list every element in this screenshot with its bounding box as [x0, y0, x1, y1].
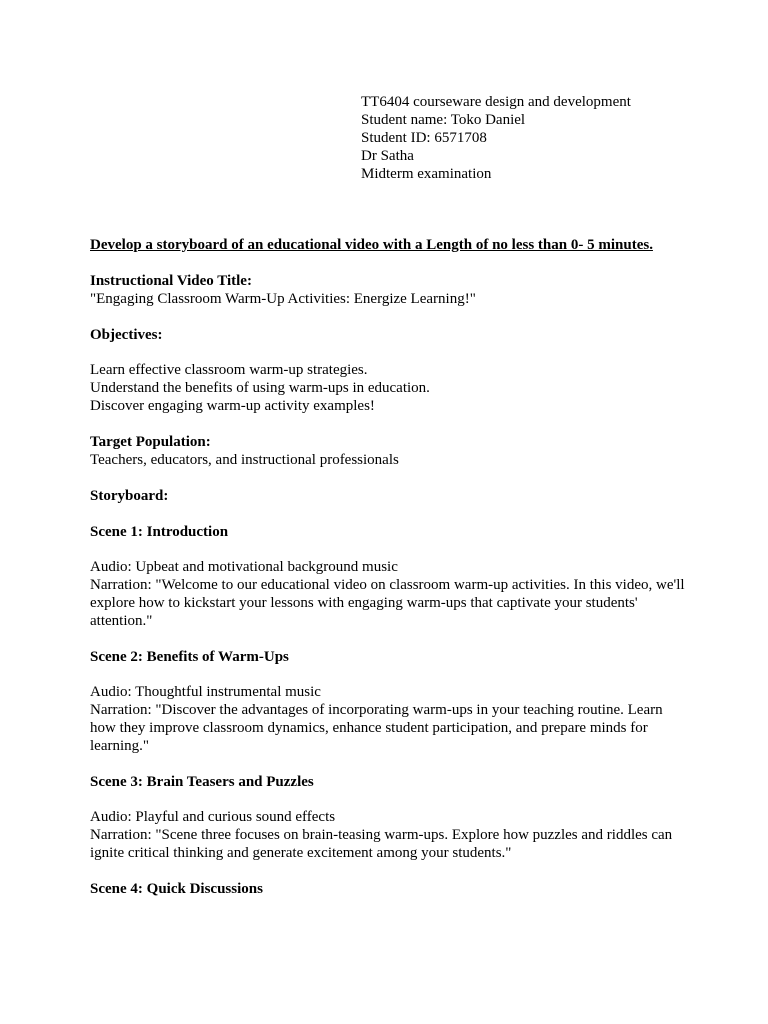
- target-population-value: Teachers, educators, and instructional professionals: [90, 452, 399, 468]
- objectives-label: Objectives:: [90, 327, 163, 343]
- scene-4: [90, 880, 690, 898]
- objective-item: Discover engaging warm-up activity examples!: [90, 398, 375, 414]
- scene-title: Scene 2: Benefits of Warm-Ups: [90, 649, 289, 665]
- scene-audio: Audio: Thoughtful instrumental music: [90, 684, 321, 700]
- scene-audio: Audio: Upbeat and motivational background music: [90, 559, 398, 575]
- objectives-section: [90, 326, 690, 415]
- course-line: TT6404 courseware design and development: [361, 94, 631, 110]
- video-title-value: "Engaging Classroom Warm-Up Activities: Energize Learning!": [90, 291, 476, 307]
- student-id-line: Student ID: 6571708: [361, 130, 487, 146]
- video-title-label: Instructional Video Title:: [90, 273, 252, 289]
- scene-2: [90, 648, 690, 755]
- target-population-label: Target Population:: [90, 434, 211, 450]
- instructor-line: Dr Satha: [361, 148, 414, 164]
- objective-item: Learn effective classroom warm-up strategies.: [90, 362, 368, 378]
- objective-item: Understand the benefits of using warm-ups in education.: [90, 380, 430, 396]
- task-heading: Develop a storyboard of an educational video with a Length of no less than 0- 5 minutes.: [90, 237, 653, 253]
- scene-title: Scene 1: Introduction: [90, 524, 229, 540]
- scene-narration: Narration: "Discover the advantages of incorporating warm-ups in your teaching routine. Learn how they improve classroom dynamics, enhance student participation, and prepare minds for learning.": [90, 702, 663, 754]
- document-body: [90, 236, 690, 898]
- target-population-section: [90, 433, 690, 469]
- scene-1: [90, 523, 690, 630]
- scene-audio: Audio: Playful and curious sound effects: [90, 809, 336, 825]
- scene-3: [90, 773, 690, 862]
- student-name-line: Student name: Toko Daniel: [361, 112, 526, 128]
- scene-narration: Narration: "Welcome to our educational video on classroom warm-up activities. In this video, we'll explore how to kickstart your lessons with engaging warm-ups that captivate your students' attention.": [90, 577, 685, 629]
- scene-title: Scene 3: Brain Teasers and Puzzles: [90, 774, 314, 790]
- video-title-section: [90, 272, 690, 308]
- storyboard-label: Storyboard:: [90, 488, 169, 504]
- scene-title: Scene 4: Quick Discussions: [90, 881, 263, 897]
- exam-line: Midterm examination: [361, 166, 492, 182]
- header-block: [361, 93, 631, 183]
- scene-narration: Narration: "Scene three focuses on brain-teasing warm-ups. Explore how puzzles and riddles can ignite critical thinking and generate excitement among your students.": [90, 827, 673, 861]
